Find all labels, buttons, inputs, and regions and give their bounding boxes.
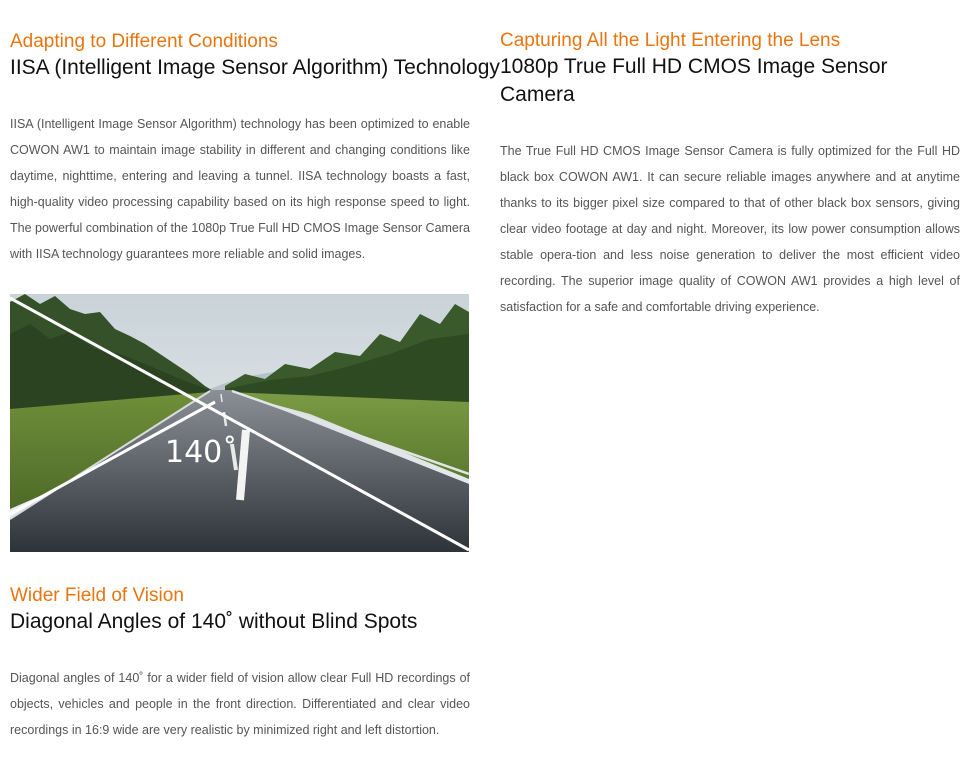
road-illustration	[10, 294, 469, 552]
section-heading: IISA (Intelligent Image Sensor Algorithm) Technology	[10, 56, 500, 79]
section-body: Diagonal angles of 140˚ for a wider field of vision allow clear Full HD recordings of objects, vehicles and people in the front direction. Differentiated and clear video recordings in 16:9 wide are very realistic by minimized right and left distortion.	[10, 671, 470, 737]
section-iisa	[10, 30, 500, 267]
section-kicker: Wider Field of Vision	[10, 585, 184, 606]
section-cmos-camera	[500, 29, 960, 320]
section-body: The True Full HD CMOS Image Sensor Camera is fully optimized for the Full HD black box COWON AW1. It can secure reliable images anywhere and at anytime thanks to its bigger pixel size compared to that of other black box sensors, giving clear video footage at day and night. Moreover, its low power consumption allows stable opera-tion and less noise generation to deliver the most efficient video recording. The superior image quality of COWON AW1 provides a high level of satisfaction for a safe and comfortable driving experience.	[500, 144, 960, 314]
section-kicker: Adapting to Different Conditions	[10, 31, 278, 52]
angle-label: 140˚	[165, 435, 238, 470]
section-field-of-vision	[10, 584, 470, 743]
section-body: IISA (Intelligent Image Sensor Algorithm) technology has been optimized to enable COWON AW1 to maintain image stability in different and changing conditions like daytime, nighttime, entering and leaving a tunnel. IISA technology boasts a fast, high-quality video processing capability based on its high response speed to light. The powerful combination of the 1080p True Full HD CMOS Image Sensor Camera with IISA technology guarantees more reliable and solid images.	[10, 117, 470, 261]
section-heading: 1080p True Full HD CMOS Image Sensor Camera	[500, 55, 888, 106]
road-photo	[10, 294, 469, 552]
section-heading: Diagonal Angles of 140˚ without Blind Spots	[10, 610, 418, 633]
section-kicker: Capturing All the Light Entering the Lens	[500, 30, 841, 51]
